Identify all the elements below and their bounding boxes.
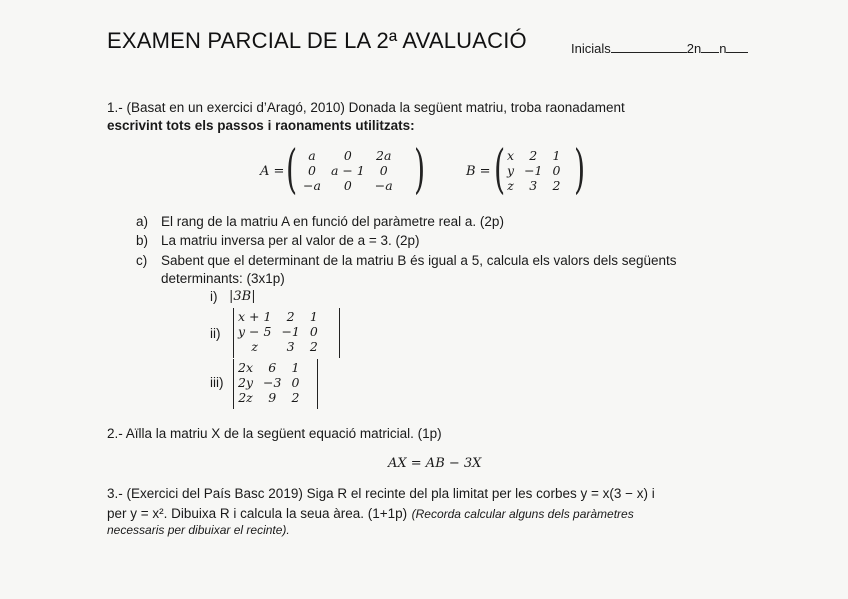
- matrix-cell: 2z: [238, 390, 253, 405]
- matrix-a-label: A =: [260, 164, 285, 179]
- matrix-cell: 1: [291, 360, 300, 375]
- matrix-b: [502, 148, 565, 193]
- item-c-text-1: Sabent que el determinant de la matriu B és igual a 5, calcula els valors dels següents: [161, 253, 677, 268]
- matrix-cell: 2a: [376, 148, 392, 163]
- det2-right-bar: [339, 308, 340, 358]
- matrix-cell: 0: [307, 163, 316, 178]
- matrix-cell: 0: [291, 375, 300, 390]
- q3-line-3: necessaris per dibuixar el recinte).: [107, 523, 290, 537]
- subitem-i-label: i): [210, 289, 218, 304]
- matrix-cell: −1: [281, 324, 300, 339]
- q1-intro-bold: escrivint tots els passos i raonaments utilitzats:: [107, 118, 415, 133]
- matrix-cell: 2y: [238, 375, 254, 390]
- matrix-cell: z: [251, 339, 259, 354]
- item-c-label: c): [136, 253, 148, 268]
- matrix-cell: 1: [552, 148, 561, 163]
- matrix-cell: 6: [268, 360, 277, 375]
- matrix-cell: 2: [286, 309, 295, 324]
- matrix-cell: x: [507, 148, 515, 163]
- matrix-cell: a − 1: [330, 163, 365, 178]
- q1-intro: 1.- (Basat en un exercici d’Aragó, 2010) Donada la següent matriu, troba raonadament: [107, 100, 625, 115]
- subitem-iii-label: iii): [210, 375, 224, 390]
- det3-right-bar: [317, 359, 318, 409]
- matrix-cell: 0: [309, 324, 318, 339]
- matrix-cell: 2: [552, 178, 561, 193]
- matrix-cell: 2: [291, 390, 300, 405]
- matrix-a-right-paren: ): [414, 140, 426, 200]
- q2-text: 2.- Aïlla la matriu X de la següent equació matricial. (1p): [107, 426, 442, 441]
- matrix-cell: y − 5: [238, 324, 272, 339]
- item-b-label: b): [136, 233, 149, 248]
- item-c-text-2: determinants: (3x1p): [161, 271, 285, 286]
- matrix-cell: −1: [524, 163, 543, 178]
- matrix-cell: y: [507, 163, 515, 178]
- q3-line-2: [107, 505, 634, 523]
- group-label: n: [719, 41, 727, 56]
- matrix-cell: a: [308, 148, 316, 163]
- item-a-text: El rang de la matriu A en funció del paràmetre real a. (2p): [161, 214, 504, 229]
- matrix-cell: 2x: [238, 360, 254, 375]
- matrix-cell: 0: [343, 148, 352, 163]
- matrix-b-label: B =: [466, 164, 491, 179]
- item-b-text: La matriu inversa per al valor de a = 3. (2p): [161, 233, 420, 248]
- q3-line-2-start: per y = x². Dibuixa R i calcula la seua àrea. (1+1p): [107, 506, 408, 521]
- q2-equation: AX = AB − 3X: [388, 456, 482, 471]
- matrix-cell: z: [507, 178, 514, 193]
- matrix-cell: x + 1: [238, 309, 272, 324]
- matrix-b-right-paren: ): [574, 140, 586, 200]
- q3-line-1: 3.- (Exercici del País Basc 2019) Siga R el recinte del pla limitat per les corbes y = x(3 − x) i: [107, 486, 655, 501]
- matrix-a: [298, 148, 398, 193]
- initials-line: [571, 40, 748, 56]
- matrix-cell: 0: [552, 163, 561, 178]
- level-blank: [701, 40, 719, 53]
- matrix-cell: 0: [343, 178, 352, 193]
- det3-matrix: [233, 360, 304, 405]
- matrix-b-left-paren: (: [494, 140, 506, 200]
- initials-blank: [611, 40, 687, 53]
- matrix-cell: 9: [268, 390, 277, 405]
- q3-line-2-italic: (Recorda calcular alguns dels paràmetres: [411, 507, 634, 521]
- matrix-cell: 1: [309, 309, 318, 324]
- level-label: 2n: [686, 41, 702, 56]
- matrix-a-left-paren: (: [286, 140, 298, 200]
- matrix-cell: 2: [309, 339, 318, 354]
- group-blank: [726, 40, 748, 53]
- matrix-cell: 3: [529, 178, 538, 193]
- initials-label: Inicials: [571, 41, 611, 56]
- matrix-cell: −3: [263, 375, 282, 390]
- item-a-label: a): [136, 214, 149, 229]
- subitem-ii-label: ii): [210, 326, 221, 341]
- exam-title: EXAMEN PARCIAL DE LA 2ª AVALUACIÓ: [107, 28, 527, 53]
- det2-matrix: [233, 309, 323, 354]
- matrix-cell: −a: [374, 178, 393, 193]
- matrix-cell: 3: [286, 339, 295, 354]
- matrix-cell: −a: [303, 178, 321, 193]
- matrix-cell: 0: [379, 163, 388, 178]
- matrix-cell: 2: [529, 148, 538, 163]
- subitem-i-expr: |3B|: [229, 289, 256, 304]
